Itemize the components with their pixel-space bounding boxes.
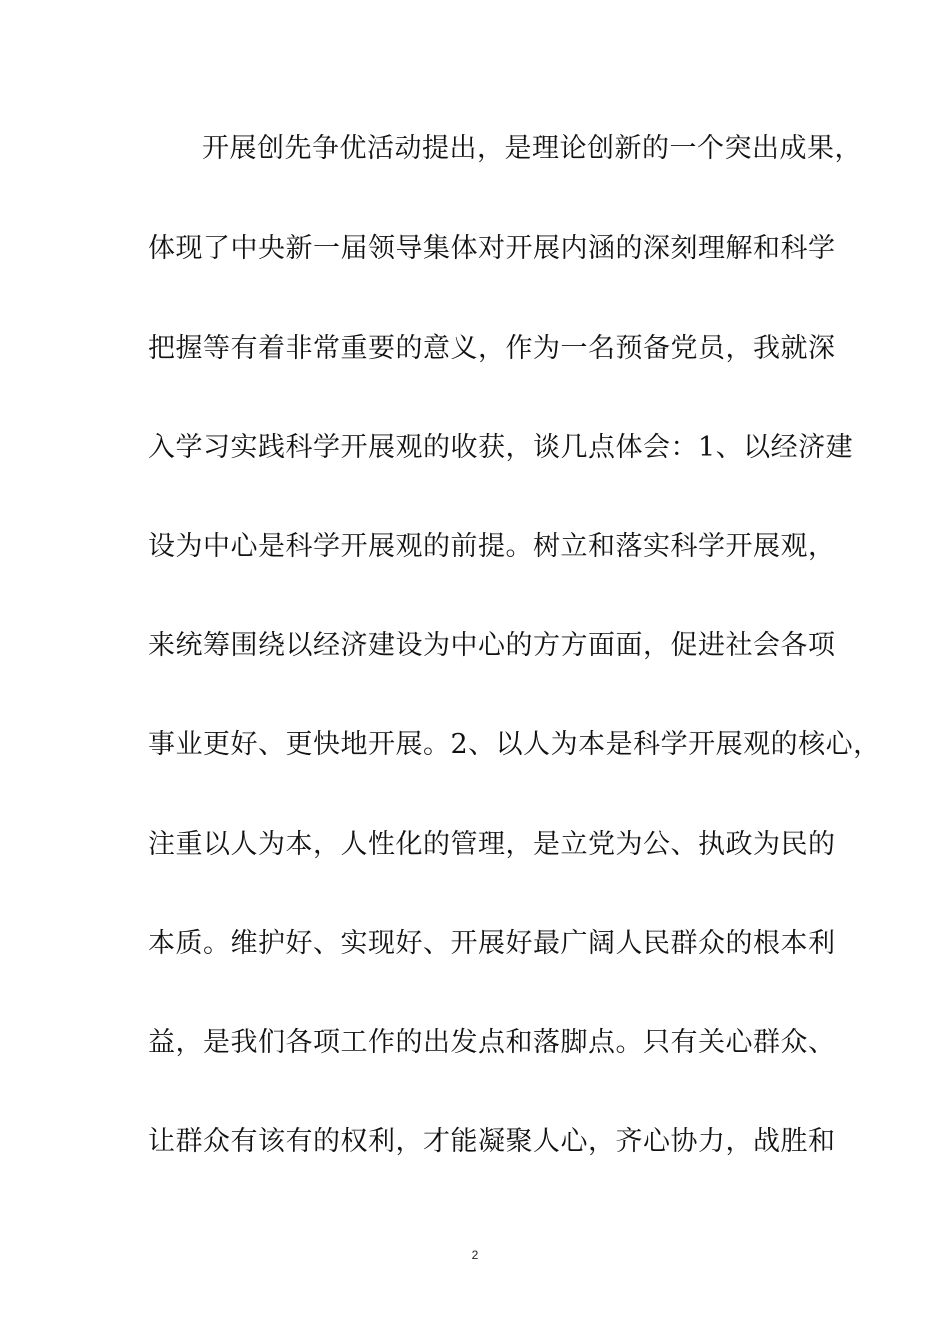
text-line: 本质。维护好、实现好、开展好最广阔人民群众的根本利 [148, 928, 836, 959]
text-line: 开展创先争优活动提出，是理论创新的一个突出成果， [202, 133, 862, 164]
text-line: 益，是我们各项工作的出发点和落脚点。只有关心群众、 [148, 1027, 836, 1058]
text-line: 让群众有该有的权利，才能凝聚人心，齐心协力，战胜和 [148, 1126, 836, 1157]
text-line: 体现了中央新一届领导集体对开展内涵的深刻理解和科学 [148, 233, 836, 264]
text-line: 把握等有着非常重要的意义，作为一名预备党员，我就深 [148, 333, 836, 364]
text-line: 事业更好、更快地开展。2、以人为本是科学开展观的核心， [148, 729, 881, 760]
text-line: 入学习实践科学开展观的收获，谈几点体会：1、以经济建 [148, 432, 854, 463]
text-line: 来统筹围绕以经济建设为中心的方方面面，促进社会各项 [148, 630, 836, 661]
page-number: 2 [471, 1248, 479, 1262]
text-line: 设为中心是科学开展观的前提。树立和落实科学开展观， [148, 531, 836, 562]
text-line: 注重以人为本，人性化的管理，是立党为公、执政为民的 [148, 829, 836, 860]
